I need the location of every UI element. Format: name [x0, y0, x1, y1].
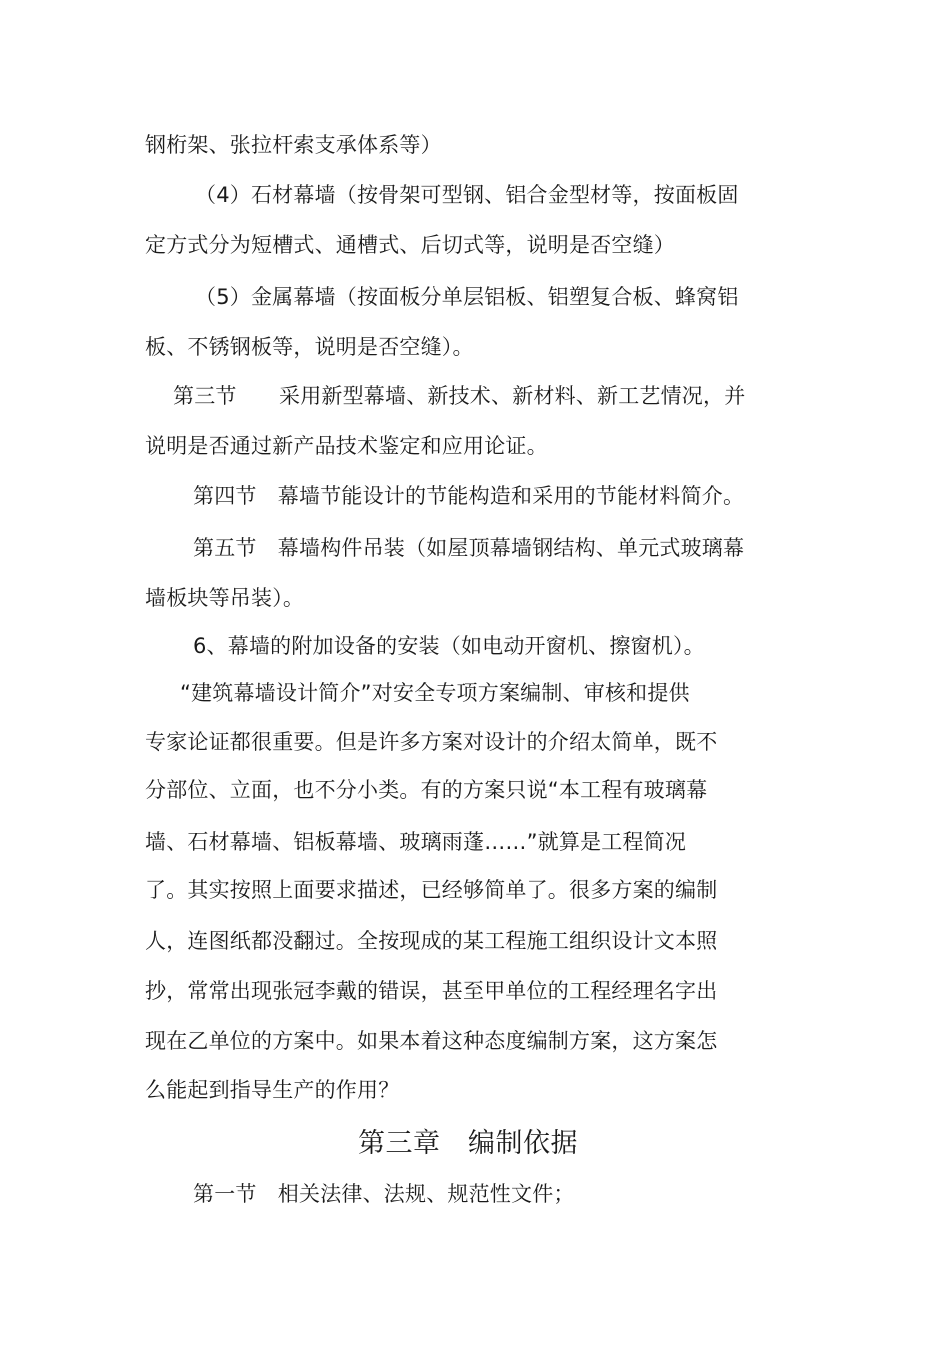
paragraph-line: 了。其实按照上面要求描述，已经够简单了。很多方案的编制 [145, 878, 718, 902]
paragraph-line: 人，连图纸都没翻过。全按现成的某工程施工组织设计文本照 [145, 929, 718, 953]
text-line: （5）金属幕墙（按面板分单层铝板、铝塑复合板、蜂窝铝 [195, 285, 739, 309]
section-4-line: 第四节 幕墙节能设计的节能构造和采用的节能材料简介。 [193, 484, 745, 508]
section-5-line: 第五节 幕墙构件吊装（如屋顶幕墙钢结构、单元式玻璃幕 [193, 536, 745, 560]
text-line: 板、不锈钢板等，说明是否空缝）。 [145, 335, 474, 359]
paragraph-line: 专家论证都很重要。但是许多方案对设计的介绍太简单，既不 [145, 730, 718, 754]
paragraph-line: 现在乙单位的方案中。如果本着这种态度编制方案，这方案怎 [145, 1029, 718, 1053]
text-line: （4）石材幕墙（按骨架可型钢、铝合金型材等，按面板固 [195, 183, 739, 207]
paragraph-line: “建筑幕墙设计简介”对安全专项方案编制、审核和提供 [180, 681, 690, 705]
item-6-line: 6、幕墙的附加设备的安装（如电动开窗机、擦窗机）。 [193, 634, 705, 658]
section-1-line: 第一节 相关法律、法规、规范性文件； [193, 1182, 575, 1206]
text-line: 定方式分为短槽式、通槽式、后切式等，说明是否空缝） [145, 233, 675, 257]
paragraph-line: 分部位、立面，也不分小类。有的方案只说“本工程有玻璃幕 [145, 778, 708, 802]
paragraph-line: 墙、石材幕墙、铝板幕墙、玻璃雨蓬……”就算是工程简况 [145, 830, 687, 854]
section-3-line: 第三节 采用新型幕墙、新技术、新材料、新工艺情况，并 [173, 384, 746, 408]
text-line: 说明是否通过新产品技术鉴定和应用论证。 [145, 434, 548, 458]
paragraph-line: 抄，常常出现张冠李戴的错误，甚至甲单位的工程经理名字出 [145, 979, 718, 1003]
paragraph-line: 么能起到指导生产的作用？ [145, 1078, 400, 1102]
text-line: 墙板块等吊装）。 [145, 586, 305, 610]
chapter-heading: 第三章 编制依据 [358, 1128, 578, 1159]
text-line: 钢桁架、张拉杆索支承体系等） [145, 133, 442, 157]
